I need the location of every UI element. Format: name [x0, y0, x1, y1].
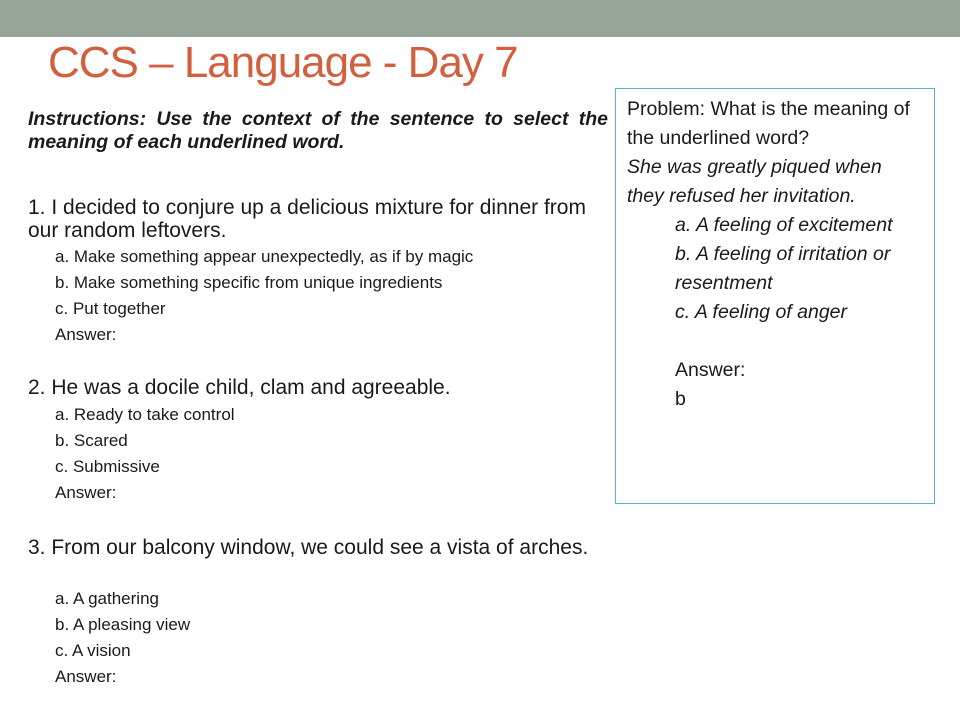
problem-box: [615, 88, 935, 504]
problem-sentence: She was greatly piqued when they refused her invitation.: [627, 156, 882, 207]
question-2-options: [55, 402, 615, 506]
question-2-answer: Answer:: [55, 483, 117, 502]
problem-option-b: b. A feeling of irritation or resentment: [675, 243, 891, 294]
question-3-answer: Answer:: [55, 667, 117, 686]
question-1-options: [55, 244, 615, 348]
question-1-option-b: b. Make something specific from unique ingredients: [55, 273, 443, 292]
problem-answer-label: Answer:: [675, 359, 746, 381]
question-2-option-c: c. Submissive: [55, 457, 160, 476]
problem-spacer: [627, 327, 924, 356]
question-3-option-b: b. A pleasing view: [55, 615, 191, 634]
question-3: 3. From our balcony window, we could see a vista of arches.: [28, 536, 589, 559]
question-1: 1. I decided to conjure up a delicious mixture for dinner from our random leftovers.: [28, 196, 586, 242]
problem-answer-value: b: [675, 388, 686, 410]
question-2-option-b: b. Scared: [55, 431, 128, 450]
question-1-option-c: c. Put together: [55, 299, 166, 318]
slide-title: CCS – Language - Day 7: [48, 38, 518, 87]
question-3-option-c: c. A vision: [55, 641, 131, 660]
question-3-options: [55, 586, 615, 690]
problem-prompt: Problem: What is the meaning of the underlined word?: [627, 98, 910, 149]
question-3-option-a: a. A gathering: [55, 589, 159, 608]
question-1-option-a: a. Make something appear unexpectedly, as if by magic: [55, 247, 474, 266]
instructions-text: Instructions: Use the context of the sentence to select the meaning of each underlined word.: [28, 108, 608, 153]
top-accent-bar: [0, 0, 960, 37]
question-2: 2. He was a docile child, clam and agreeable.: [28, 376, 451, 399]
problem-option-c: c. A feeling of anger: [675, 301, 847, 323]
question-1-answer: Answer:: [55, 325, 117, 344]
problem-option-a: a. A feeling of excitement: [675, 214, 893, 236]
question-2-option-a: a. Ready to take control: [55, 405, 235, 424]
